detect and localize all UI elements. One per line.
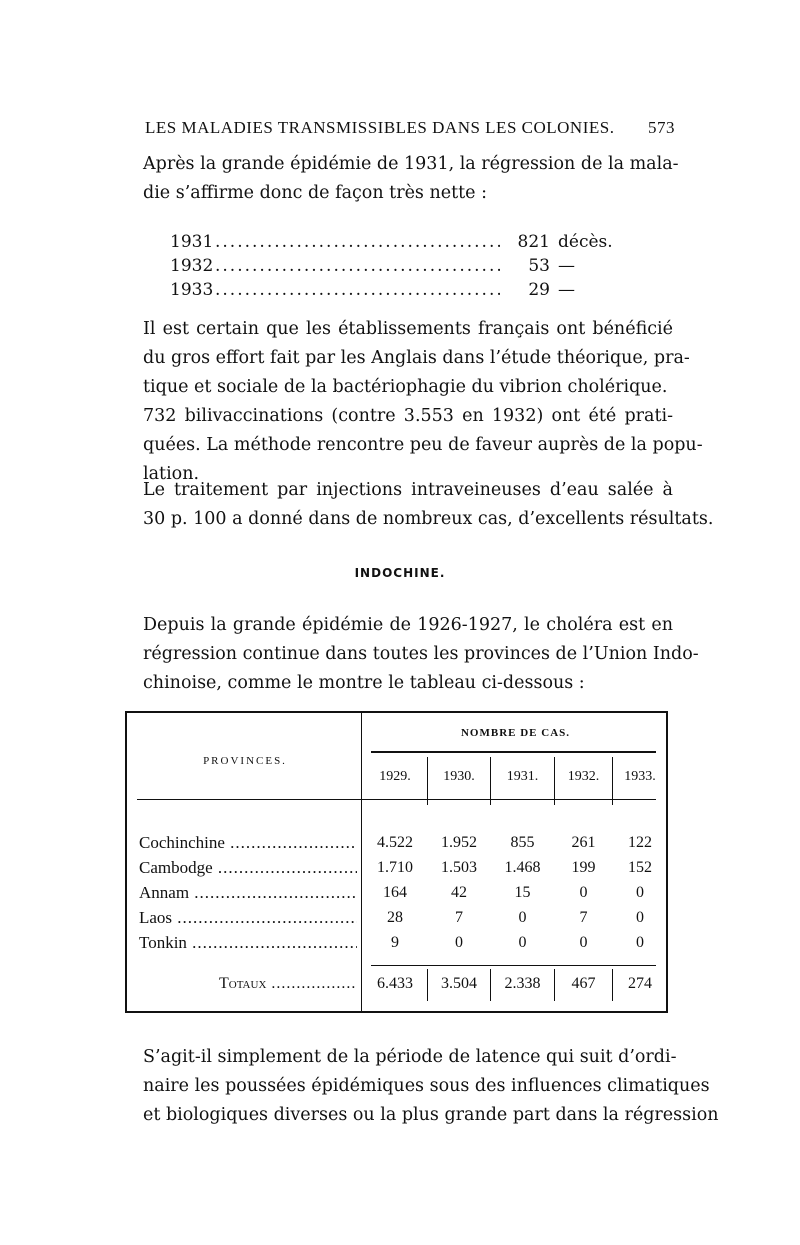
text-line: lation.: [143, 464, 200, 484]
table-cell: 4.522: [377, 834, 413, 851]
deaths-unit: décès.: [558, 232, 613, 252]
total-cell: 467: [571, 975, 596, 992]
province-name: Laos .....: [139, 908, 357, 928]
table-cell: 152: [628, 859, 652, 876]
deaths-value: 29: [528, 280, 550, 300]
paragraph-treatment: [117, 476, 714, 534]
deaths-unit: —: [558, 256, 575, 276]
totals-rule: [371, 965, 656, 966]
provinces-header: PROVINCES.: [203, 755, 287, 767]
deaths-year: 1933: [170, 280, 214, 300]
text-line: et biologiques diverses ou la plus grande part dans la régression: [143, 1105, 719, 1125]
leader-dots: [215, 230, 500, 254]
table-cell: 1.468: [504, 859, 541, 876]
text-line: Après la grande épidémie de 1931, la régression de la mala-: [143, 154, 679, 174]
table-cell: 0: [579, 934, 588, 951]
running-head: [145, 118, 675, 138]
province-name: Annam .....: [139, 883, 357, 903]
paragraph-indochine: [117, 611, 699, 698]
total-cell: 2.338: [504, 975, 541, 992]
text-line: chinoise, comme le montre le tableau ci-dessous :: [143, 673, 585, 693]
column-divider: [361, 713, 362, 1013]
text-line: du gros effort fait par les Anglais dans l’étude théorique, pra-: [143, 348, 690, 368]
province-name: Tonkin .....: [139, 933, 357, 953]
totals-label: Totaux .....: [139, 975, 357, 993]
province-name: Cochinchine .....: [139, 833, 357, 853]
year-header: 1930.: [443, 769, 475, 784]
table-cell: 15: [514, 884, 531, 901]
table-cell: 1.952: [441, 834, 477, 851]
cholera-cases-table: [125, 711, 668, 1013]
deaths-unit: —: [558, 280, 575, 300]
header-bottom-rule: [137, 799, 656, 800]
deaths-value: 53: [528, 256, 550, 276]
header-rule: [371, 751, 656, 753]
text-line: tique et sociale de la bactériophagie du vibrion cholérique.: [143, 377, 668, 397]
deaths-value: 821: [517, 232, 550, 252]
paragraph-bacteriophage: [117, 315, 690, 402]
deaths-row: [170, 230, 620, 254]
text-line: naire les poussées épidémiques sous des influences climatiques: [143, 1076, 710, 1096]
table-cell: 9: [391, 934, 399, 951]
table-cell: 7: [579, 909, 588, 926]
leader-dots: [215, 278, 500, 302]
section-title: INDOCHINE.: [354, 566, 446, 580]
text-line: Le traitement par injections intraveineuses d’eau salée à: [143, 480, 673, 500]
province-name: Cambodge .....: [139, 858, 357, 878]
table-cell: 1.710: [377, 859, 413, 876]
table-cell: 0: [518, 909, 527, 926]
total-cell: 6.433: [377, 975, 413, 992]
text-line: 30 p. 100 a donné dans de nombreux cas, d’excellents résultats.: [143, 509, 714, 529]
paragraph-latency: [117, 1043, 719, 1130]
cases-group-header: NOMBRE DE CAS.: [460, 727, 571, 739]
table-cell: 28: [387, 909, 403, 926]
total-cell: 3.504: [441, 975, 477, 992]
table-cell: 855: [510, 834, 535, 851]
table-cell: 122: [628, 834, 652, 851]
text-line: S’agit-il simplement de la période de latence qui suit d’ordi-: [143, 1047, 677, 1067]
text-line: die s’affirme donc de façon très nette :: [143, 183, 487, 203]
intro-paragraph: [117, 150, 679, 208]
total-cell: 274: [628, 975, 652, 992]
deaths-row: [170, 278, 620, 302]
table-cell: 7: [455, 909, 463, 926]
year-header: 1932.: [567, 769, 600, 784]
text-line: Depuis la grande épidémie de 1926-1927, le choléra est en: [143, 615, 673, 635]
table-cell: 0: [579, 884, 588, 901]
year-header: 1933.: [624, 769, 656, 784]
table-cell: 1.503: [441, 859, 477, 876]
table-cell: 0: [636, 884, 644, 901]
table-cell: 42: [451, 884, 467, 901]
table-cell: 0: [455, 934, 463, 951]
year-header: 1929.: [379, 769, 411, 784]
text-line: Il est certain que les établissements français ont bénéficié: [143, 319, 673, 339]
table-cell: 199: [571, 859, 596, 876]
text-line: 732 bilivaccinations (contre 3.553 en 1932) ont été prati-: [143, 406, 673, 426]
leader-dots: [215, 254, 500, 278]
table-cell: 261: [571, 834, 596, 851]
page-number: 573: [648, 118, 675, 137]
table-cell: 0: [518, 934, 527, 951]
text-line: quées. La méthode rencontre peu de faveur auprès de la popu-: [143, 435, 703, 455]
table-cell: 0: [636, 909, 644, 926]
table-cell: 164: [383, 884, 407, 901]
running-head-title: LES MALADIES TRANSMISSIBLES DANS LES COLONIES.: [145, 118, 615, 137]
deaths-row: [170, 254, 620, 278]
deaths-year: 1932: [170, 256, 214, 276]
deaths-list: [170, 230, 620, 302]
deaths-year: 1931: [170, 232, 214, 252]
table-cell: 0: [636, 934, 644, 951]
year-header: 1931.: [506, 769, 539, 784]
text-line: régression continue dans toutes les provinces de l’Union Indo-: [143, 644, 699, 664]
